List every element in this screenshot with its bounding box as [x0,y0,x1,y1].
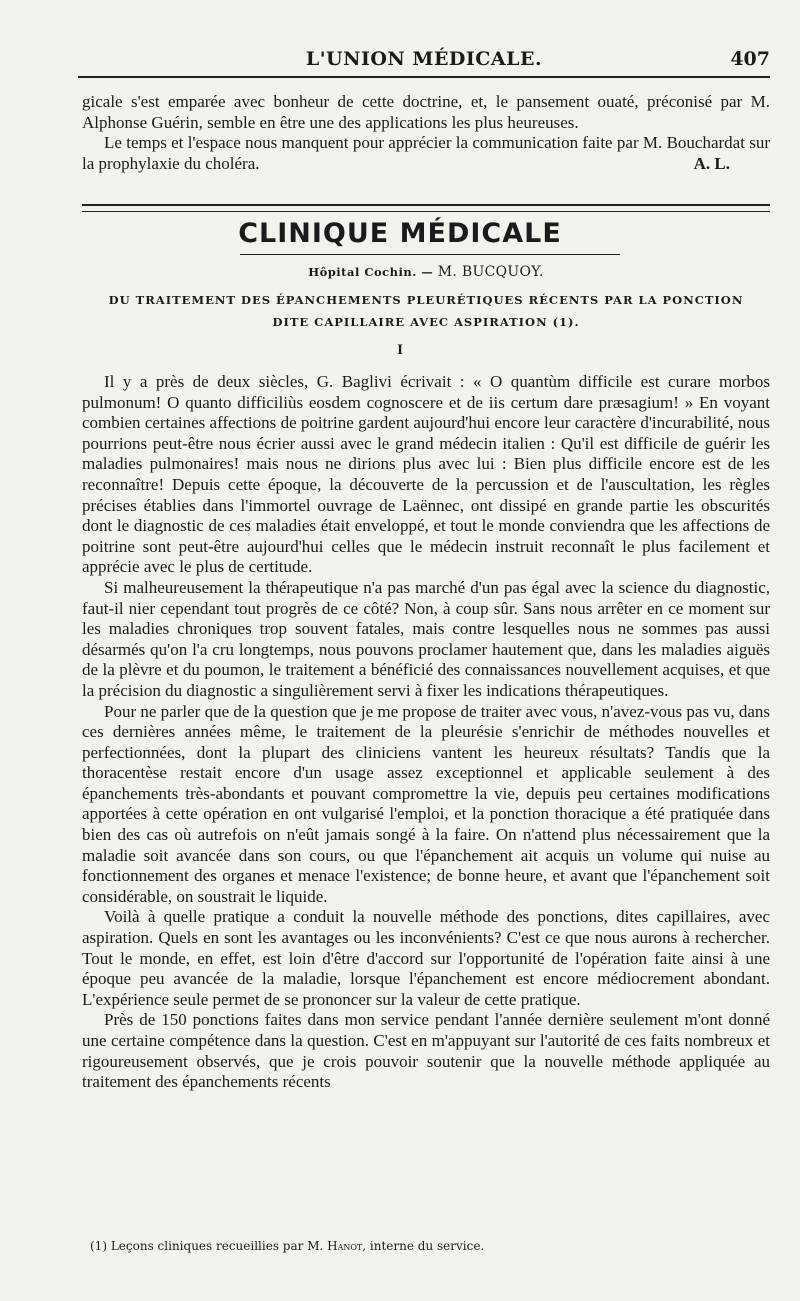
header-rule [78,76,770,78]
page-number: 407 [730,48,770,70]
article-text [82,372,770,1093]
article-subject [82,289,770,333]
doctor-name: M. BUCQUOY. [437,264,544,280]
footnote [90,1239,770,1253]
section-title: CLINIQUE MÉDICALE [238,218,562,249]
signature: A. L. [693,153,730,173]
journal-title: L'UNION MÉDICALE. [305,48,543,70]
hospital-line [82,264,770,280]
article-paragraph: Pour ne parler que de la question que je me propose de traiter avec vous, n'avez-vous pas vu, dans ces dernières années même, le traitement de la pleurésie s'enrichir de méthodes nouvelles et perfectionnées, dont la plupart des cliniciens vantent les heureux résultats? Tandis que la thoracentèse restait encore d'un usage assez exceptionnel et applicable seulement à des épanchements très-abondants et pouvant compromettre la vie, depuis peu certaines modifications apportées à cette opération en ont vulgarisé l'emploi, et la ponction thoracique a été pratiquée dans bien des cas où autrefois on n'eût jamais songé à la faire. On n'attend plus nécessairement que la maladie soit avancée dans son cours, ou que l'épanchement ait acquis un volume qui nuise au fonctionnement des organes et menace l'existence; de bonne heure, et avant que l'épanchement soit considérable, on soustrait le liquide. [82,701,770,906]
article-paragraph: Il y a près de deux siècles, G. Baglivi écrivait : « O quantùm difficile est curare morbos pulmonum! O quanto difficiliùs eosdem cognoscere et de iis certum dare præsagium! » En voyant combien certaines affections de poitrine gardent aujourd'hui encore leur caractère d'incurabilité, nous pourrions peut-être nous écrier aussi avec le grand médecin italien : Qu'il est difficile de guérir les maladies pulmonaires! mais nous ne dirions plus avec lui : Bien plus difficile encore est de les reconnaître! Depuis cette époque, la découverte de la percussion et de l'auscultation, les règles précises établies dans l'immortel ouvrage de Laënnec, ont dissipé en grande partie les obscurités dont le diagnostic de ces maladies était enveloppé, et tout le monde conviendra que les affections de poitrine sont peut-être aujourd'hui celles que le médecin instruit reconnaît le plus facilement et apprécie avec le plus de certitude. [82,372,770,577]
footnote-text-end: , interne du service. [362,1239,485,1253]
article-paragraph: Près de 150 ponctions faites dans mon service pendant l'année dernière seulement m'ont donné une certaine compétence dans la question. C'est en m'appuyant sur l'autorité de ces faits nombreux et rigoureusement observés, que je crois pouvoir soutenir que la nouvelle méthode appliquée au traitement des épanchements récents [82,1010,770,1092]
continuation-paragraph: Le temps et l'espace nous manquent pour apprécier la communication faite par M. Bouchardat sur la prophylaxie du choléra. A. L. [82,133,770,173]
footnote-mark: (1) [90,1239,107,1253]
continuation-text [82,92,770,174]
running-head [78,44,770,74]
part-number: I [397,342,403,358]
footnote-name: Hanot [327,1239,363,1253]
subject-note-mark: (1). [552,315,580,329]
footnote-text: Leçons cliniques recueillies par M. [110,1239,324,1253]
article-paragraph: Si malheureusement la thérapeutique n'a pas marché d'un pas égal avec la science du diagnostic, faut-il nier cependant tout progrès de ce côté? Non, à coup sûr. Sans nous arrêter en ce moment sur les maladies chroniques trop souvent fatales, mais contre lesquelles nous ne sommes pas aussi désarmés qu'on l'a cru longtemps, nous pouvons proclamer hautement que, dans les maladies aiguës de la plèvre et du poumon, le traitement a bénéficié des connaissances nouvellement acquises, et que la précision du diagnostic a singulièrement servi à fixer les indications thérapeutiques. [82,577,770,700]
hospital-name: Hôpital Cochin. — [308,265,434,279]
section-separator [82,204,770,212]
subject-line-2: DITE CAPILLAIRE AVEC ASPIRATION (1). [272,315,580,329]
title-rule [240,254,620,255]
subject-line-1: DU TRAITEMENT DES ÉPANCHEMENTS PLEURÉTIQUES RÉCENTS PAR LA PONCTION [108,293,744,307]
article-paragraph: Voilà à quelle pratique a conduit la nouvelle méthode des ponctions, dites capillaires, avec aspiration. Quels en sont les avantages ou les inconvénients? C'est ce que nous aurons à rechercher. Tout le monde, en effet, est loin d'être d'accord sur l'opportunité de l'opération faite ainsi à une époque peu avancée de la maladie, lorsque l'épanchement est encore médiocrement abondant. L'expérience seule permet de se prononcer sur la valeur de cette pratique. [82,907,770,1009]
continuation-paragraph: gicale s'est emparée avec bonheur de cette doctrine, et, le pansement ouaté, préconisé par M. Alphonse Guérin, semble en être une des applications les plus heureuses. [82,92,770,132]
